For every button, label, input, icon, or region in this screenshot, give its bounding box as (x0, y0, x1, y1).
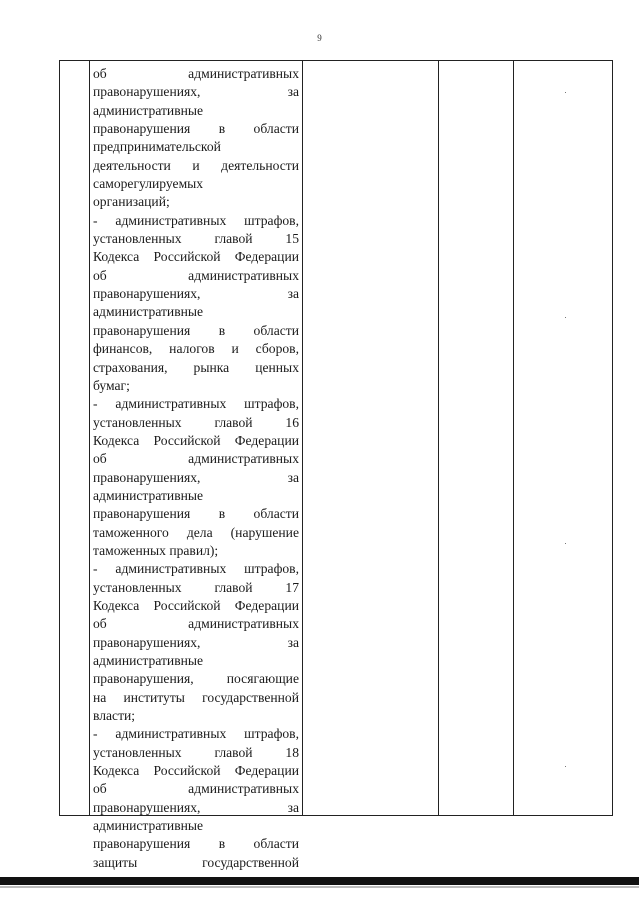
column-divider-2 (302, 61, 303, 815)
text-line: - административных штрафов, (93, 561, 299, 577)
text-line: правонарушениях, за (93, 469, 299, 485)
text-line: правонарушения, посягающие (93, 671, 299, 687)
text-line: Кодекса Российской Федерации (93, 432, 299, 448)
scan-speck (565, 543, 566, 544)
text-line: на институты государственной (93, 689, 299, 705)
text-line: деятельности и деятельности (93, 157, 299, 173)
text-line: об административных (93, 781, 299, 797)
text-line: об административных (93, 451, 299, 467)
column-divider-4 (513, 61, 514, 815)
text-line: власти; (93, 708, 136, 724)
text-line: правонарушения в области (93, 322, 299, 338)
text-line: саморегулируемых (93, 176, 204, 192)
text-line: правонарушения в области (93, 506, 299, 522)
column-divider-3 (438, 61, 439, 815)
text-line: правонарушениях, за (93, 799, 299, 815)
text-line: административные (93, 304, 204, 320)
text-line: административные (93, 653, 204, 668)
text-line: финансов, налогов и сборов, (93, 341, 299, 357)
page-number: 9 (317, 33, 322, 43)
text-line: правонарушения в области (93, 836, 299, 852)
text-line: предпринимательской (93, 139, 221, 155)
text-line: Кодекса Российской Федерации (93, 249, 299, 265)
text-line: защиты государственной (93, 854, 299, 870)
document-table (59, 60, 613, 870)
text-line: Кодекса Российской Федерации (93, 597, 299, 613)
text-line: страхования, рынка ценных (93, 359, 299, 375)
text-line: об административных (93, 267, 299, 283)
text-line: - административных штрафов, (93, 396, 299, 412)
column-divider-1 (89, 61, 90, 815)
text-line: об административных (93, 616, 299, 632)
text-line: - административных штрафов, (93, 726, 299, 742)
text-line: правонарушениях, за (93, 634, 299, 650)
scan-edge-bar (0, 877, 639, 885)
text-line: административные (93, 487, 204, 503)
text-line: правонарушениях, за (93, 84, 299, 100)
text-line: - административных штрафов, (93, 212, 299, 228)
description-cell (93, 65, 299, 872)
text-line: бумаг; (93, 377, 130, 393)
text-line: административные (93, 102, 204, 118)
text-line: установленных главой 15 (93, 231, 299, 247)
text-line: правонарушения в области (93, 121, 299, 137)
text-line: таможенных правил); (93, 542, 219, 558)
text-line: таможенного дела (нарушение (93, 524, 299, 540)
text-line: организаций; (93, 194, 170, 210)
scan-speck (565, 92, 566, 93)
text-line: установленных главой 18 (93, 744, 299, 760)
text-line: установленных главой 16 (93, 414, 299, 430)
text-line: об административных (93, 66, 299, 81)
text-line: административные (93, 818, 204, 834)
text-line: Кодекса Российской Федерации (93, 763, 299, 779)
text-line: правонарушениях, за (93, 286, 299, 302)
text-line: установленных главой 17 (93, 579, 299, 595)
scan-speck (565, 766, 566, 767)
scan-edge-shadow (0, 886, 639, 888)
scan-speck (565, 317, 566, 318)
